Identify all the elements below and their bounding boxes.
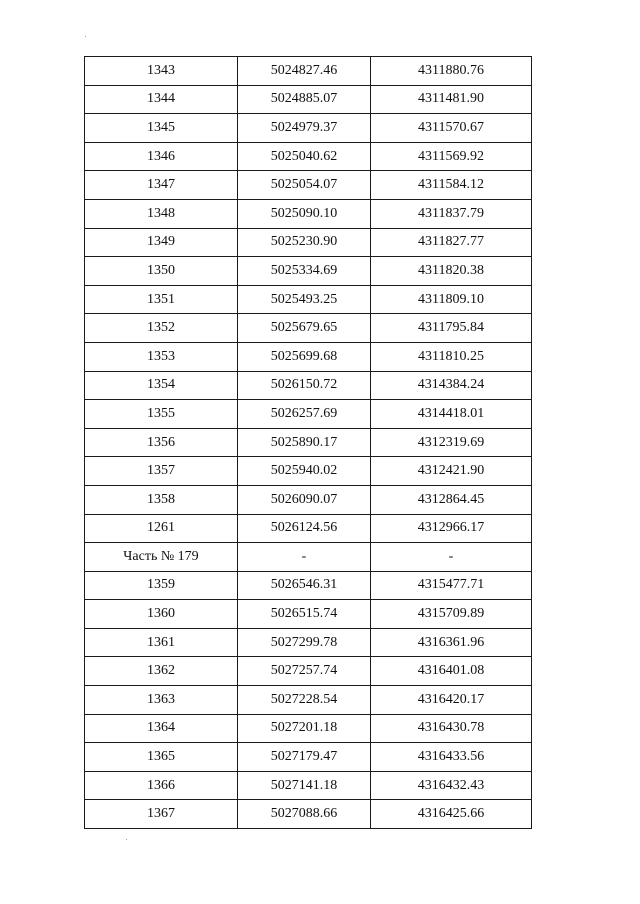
coordinate-x: 5026515.74 bbox=[238, 600, 371, 629]
point-number: 1365 bbox=[85, 743, 238, 772]
table-row bbox=[85, 600, 532, 629]
coordinate-y-placeholder: - bbox=[371, 543, 532, 572]
coordinate-y: 4311827.77 bbox=[371, 228, 532, 257]
coordinate-x: 5025230.90 bbox=[238, 228, 371, 257]
point-number: 1356 bbox=[85, 428, 238, 457]
coordinate-y: 4316425.66 bbox=[371, 800, 532, 829]
coordinate-x: 5026257.69 bbox=[238, 400, 371, 429]
point-number: 1345 bbox=[85, 114, 238, 143]
point-number: 1363 bbox=[85, 686, 238, 715]
coordinate-y: 4311570.67 bbox=[371, 114, 532, 143]
table-row bbox=[85, 114, 532, 143]
coordinate-y: 4311820.38 bbox=[371, 257, 532, 286]
coordinate-y: 4312864.45 bbox=[371, 485, 532, 514]
coordinate-x: 5025090.10 bbox=[238, 199, 371, 228]
table-row bbox=[85, 400, 532, 429]
coordinate-x: 5027141.18 bbox=[238, 771, 371, 800]
coordinate-y: 4316361.96 bbox=[371, 628, 532, 657]
coordinate-x: 5026124.56 bbox=[238, 514, 371, 543]
point-number: 1364 bbox=[85, 714, 238, 743]
table-row bbox=[85, 171, 532, 200]
coordinate-x: 5025679.65 bbox=[238, 314, 371, 343]
coordinates-table bbox=[84, 56, 532, 829]
table-row bbox=[85, 514, 532, 543]
coordinate-y: 4311809.10 bbox=[371, 285, 532, 314]
coordinate-y: 4314384.24 bbox=[371, 371, 532, 400]
table-row bbox=[85, 657, 532, 686]
coordinate-y: 4316430.78 bbox=[371, 714, 532, 743]
coordinate-x: 5027257.74 bbox=[238, 657, 371, 686]
table-row bbox=[85, 428, 532, 457]
coordinate-y: 4316432.43 bbox=[371, 771, 532, 800]
point-number: 1354 bbox=[85, 371, 238, 400]
coordinate-x: 5025940.02 bbox=[238, 457, 371, 486]
point-number: 1353 bbox=[85, 342, 238, 371]
point-number: 1348 bbox=[85, 199, 238, 228]
coordinate-x: 5027201.18 bbox=[238, 714, 371, 743]
coordinate-y: 4312421.90 bbox=[371, 457, 532, 486]
coordinate-x: 5027228.54 bbox=[238, 686, 371, 715]
coordinate-x: 5025040.62 bbox=[238, 142, 371, 171]
coordinate-x: 5024979.37 bbox=[238, 114, 371, 143]
coordinate-y: 4311880.76 bbox=[371, 57, 532, 86]
table-row bbox=[85, 142, 532, 171]
coordinate-y: 4314418.01 bbox=[371, 400, 532, 429]
table-row bbox=[85, 457, 532, 486]
table-row bbox=[85, 371, 532, 400]
point-number: 1344 bbox=[85, 85, 238, 114]
point-number: 1350 bbox=[85, 257, 238, 286]
coordinate-y: 4316420.17 bbox=[371, 686, 532, 715]
table-row bbox=[85, 257, 532, 286]
point-number: 1261 bbox=[85, 514, 238, 543]
coordinate-y: 4311810.25 bbox=[371, 342, 532, 371]
point-number: 1362 bbox=[85, 657, 238, 686]
coordinate-y: 4311481.90 bbox=[371, 85, 532, 114]
coordinate-x: 5026150.72 bbox=[238, 371, 371, 400]
table-row bbox=[85, 85, 532, 114]
coordinate-y: 4315477.71 bbox=[371, 571, 532, 600]
point-number: 1360 bbox=[85, 600, 238, 629]
table-row bbox=[85, 686, 532, 715]
coordinate-x: 5025699.68 bbox=[238, 342, 371, 371]
coordinate-x: 5025054.07 bbox=[238, 171, 371, 200]
table-row bbox=[85, 743, 532, 772]
coordinate-x: 5027299.78 bbox=[238, 628, 371, 657]
table-row bbox=[85, 314, 532, 343]
coordinate-x: 5026546.31 bbox=[238, 571, 371, 600]
section-label: Часть № 179 bbox=[85, 543, 238, 572]
coordinates-table-body bbox=[85, 57, 532, 829]
point-number: 1357 bbox=[85, 457, 238, 486]
scan-speck bbox=[126, 839, 127, 840]
table-row bbox=[85, 485, 532, 514]
point-number: 1351 bbox=[85, 285, 238, 314]
coordinate-y: 4312966.17 bbox=[371, 514, 532, 543]
table-row bbox=[85, 800, 532, 829]
coordinate-x: 5026090.07 bbox=[238, 485, 371, 514]
coordinate-y: 4311795.84 bbox=[371, 314, 532, 343]
point-number: 1347 bbox=[85, 171, 238, 200]
coordinate-x: 5025890.17 bbox=[238, 428, 371, 457]
point-number: 1343 bbox=[85, 57, 238, 86]
scan-speck bbox=[85, 36, 86, 37]
point-number: 1346 bbox=[85, 142, 238, 171]
coordinate-x: 5024885.07 bbox=[238, 85, 371, 114]
point-number: 1367 bbox=[85, 800, 238, 829]
point-number: 1359 bbox=[85, 571, 238, 600]
table-row bbox=[85, 628, 532, 657]
table-row bbox=[85, 571, 532, 600]
table-row bbox=[85, 714, 532, 743]
coordinate-x: 5024827.46 bbox=[238, 57, 371, 86]
coordinate-x: 5027179.47 bbox=[238, 743, 371, 772]
coordinate-x: 5027088.66 bbox=[238, 800, 371, 829]
coordinate-y: 4315709.89 bbox=[371, 600, 532, 629]
coordinate-x: 5025334.69 bbox=[238, 257, 371, 286]
table-row bbox=[85, 771, 532, 800]
point-number: 1361 bbox=[85, 628, 238, 657]
table-row bbox=[85, 228, 532, 257]
point-number: 1349 bbox=[85, 228, 238, 257]
table-row bbox=[85, 57, 532, 86]
coordinate-y: 4311837.79 bbox=[371, 199, 532, 228]
coordinate-x-placeholder: - bbox=[238, 543, 371, 572]
table-row bbox=[85, 342, 532, 371]
coordinate-y: 4311569.92 bbox=[371, 142, 532, 171]
coordinate-x: 5025493.25 bbox=[238, 285, 371, 314]
coordinate-y: 4316433.56 bbox=[371, 743, 532, 772]
section-header-row bbox=[85, 543, 532, 572]
point-number: 1355 bbox=[85, 400, 238, 429]
point-number: 1358 bbox=[85, 485, 238, 514]
point-number: 1352 bbox=[85, 314, 238, 343]
coordinate-y: 4312319.69 bbox=[371, 428, 532, 457]
point-number: 1366 bbox=[85, 771, 238, 800]
coordinate-y: 4316401.08 bbox=[371, 657, 532, 686]
coordinate-y: 4311584.12 bbox=[371, 171, 532, 200]
table-row bbox=[85, 199, 532, 228]
table-row bbox=[85, 285, 532, 314]
